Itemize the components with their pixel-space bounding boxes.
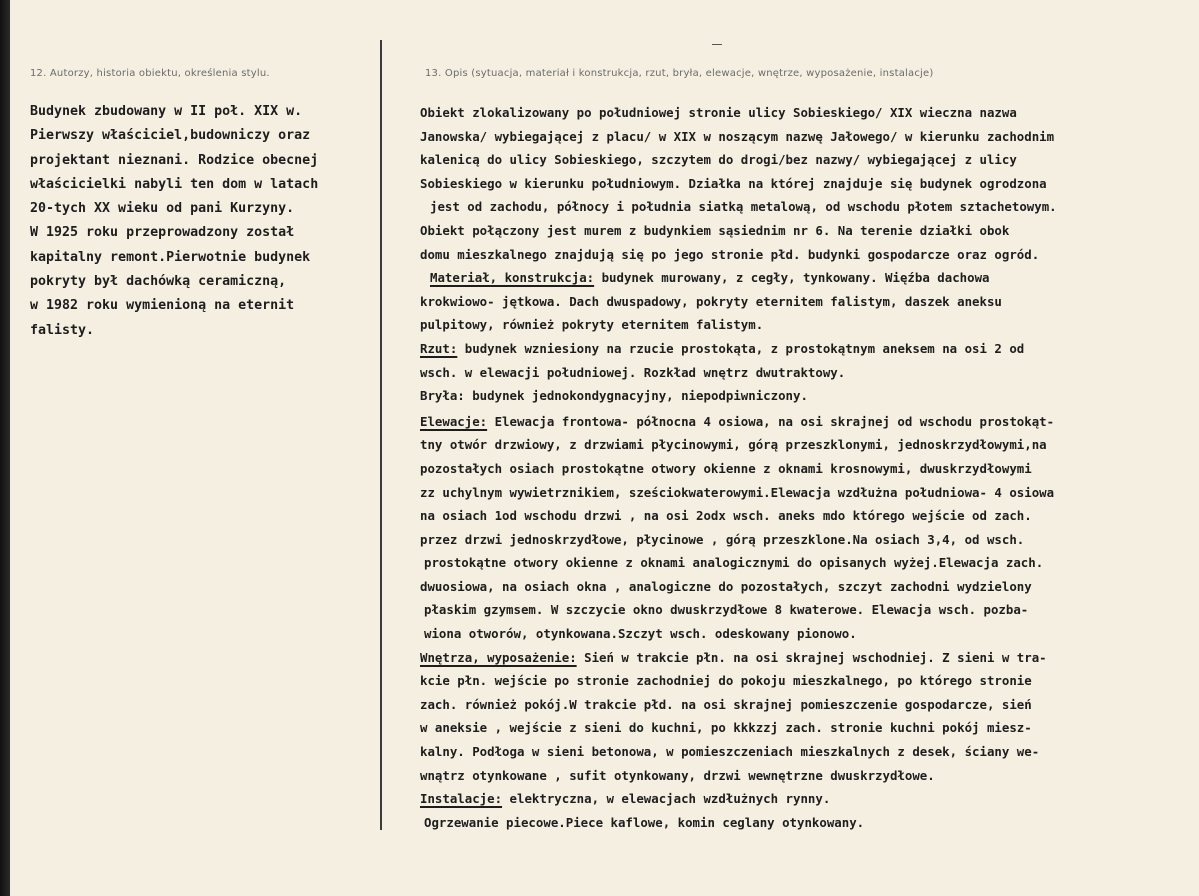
history-line: W 1925 roku przeprowadzony został: [30, 225, 295, 241]
elevation-line: wiona otworów, otynkowana.Szczyt wsch. odeskowany pionowo.: [424, 626, 857, 642]
description-column: [420, 101, 1190, 834]
plan-heading: Rzut:: [420, 340, 458, 356]
material-line: pulpitowy, również pokryty eternitem falistym.: [420, 317, 764, 333]
mass-text: budynek jednokondygnacyjny, niepodpiwniczony.: [464, 388, 808, 404]
mass-heading: Bryła:: [420, 388, 465, 404]
history-line: 20-tych XX wieku od pani Kurzyny.: [30, 201, 295, 217]
column-divider: [380, 40, 382, 830]
history-line: kapitalny remont.Pierwotnie budynek: [30, 249, 311, 265]
section-header-authors: 12. Autorzy, historia obiektu, określenia stylu.: [30, 68, 270, 79]
elevation-text: Elewacja frontowa- północna 4 osiowa, na osi skrajnej od wschodu prostokąt-: [487, 413, 1055, 429]
situation-line: domu mieszkalnego znajdują się po jego stronie płd. budynki gospodarcze oraz ogród.: [420, 246, 1040, 262]
elevation-line: tny otwór drzwiowy, z drzwiami płycinowymi, górą przeszklonymi, jednoskrzydłowymi,na: [420, 437, 1047, 453]
mass-line: [420, 384, 1190, 408]
interior-heading: Wnętrza, wyposażenie:: [420, 649, 577, 665]
interior-text: Sień w trakcie płn. na osi skrajnej wschodniej. Z sieni w tra-: [576, 649, 1047, 665]
elevation-line: [420, 410, 1190, 434]
plan-line: wsch. w elewacji południowej. Rozkład wnętrz dwutraktowy.: [420, 364, 846, 380]
elevation-line: na osiach 1od wschodu drzwi , na osi 2odx wsch. aneks mdo którego wejście od zach.: [420, 508, 1032, 524]
history-column: [30, 100, 370, 343]
material-line: krokwiowo- jętkowa. Dach dwuspadowy, pokryty eternitem falistym, daszek aneksu: [420, 293, 1002, 309]
interior-line: [420, 646, 1190, 670]
material-line: [420, 266, 1190, 290]
history-line: Pierwszy właściciel,budowniczy oraz: [30, 128, 311, 144]
situation-line: Janowska/ wybiegającej z placu/ w XIX w noszącym nazwę Jałowego/ w kierunku zachodnim: [420, 128, 1055, 144]
elevation-line: prostokątne otwory okienne z oknami analogicznymi do opisanych wyżej.Elewacja zach.: [424, 555, 1044, 571]
history-line: pokryty był dachówką ceramiczną,: [30, 274, 287, 290]
situation-line: Sobieskiego w kierunku południowym. Działka na której znajduje się budynek ogrodzona: [420, 175, 1047, 191]
material-heading: Materiał, konstrukcja:: [430, 270, 595, 286]
page-mark: [712, 44, 722, 45]
installations-line: Ogrzewanie piecowe.Piece kaflowe, komin ceglany otynkowany.: [424, 814, 865, 830]
situation-line: Obiekt połączony jest murem z budynkiem sąsiednim nr 6. Na terenie działki obok: [420, 222, 1010, 238]
section-header-description: 13. Opis (sytuacja, materiał i konstrukcja, rzut, bryła, elewacje, wnętrze, wyposażenie, instalacje): [425, 68, 934, 79]
installations-heading: Instalacje:: [420, 791, 503, 807]
plan-line: [420, 337, 1190, 361]
history-line: Budynek zbudowany w II poł. XIX w.: [30, 104, 303, 119]
history-line: w 1982 roku wymienioną na eternit: [30, 298, 295, 314]
plan-text: budynek wzniesiony na rzucie prostokąta, z prostokątnym aneksem na osi 2 od: [457, 340, 1025, 356]
elevation-line: dwuosiowa, na osiach okna , analogiczne do pozostałych, szczyt zachodni wydzielony: [420, 578, 1032, 594]
elevation-line: zz uchylnym wywietrznikiem, sześciokwaterowymi.Elewacja wzdłużna południowa- 4 osiowa: [420, 484, 1055, 500]
installations-text: elektryczna, w elewacjach wzdłużnych rynny.: [502, 791, 831, 807]
interior-line: wnątrz otynkowane , sufit otynkowany, drzwi wewnętrzne dwuskrzydłowe.: [420, 767, 935, 783]
elevation-line: płaskim gzymsem. W szczycie okno dwuskrzydłowe 8 kwaterowe. Elewacja wsch. pozba-: [424, 602, 1029, 618]
interior-line: kcie płn. wejście po stronie zachodniej do pokoju mieszkalnego, po którego stronie: [420, 673, 1032, 689]
interior-line: zach. również pokój.W trakcie płd. na osi skrajnej pomieszczenie gospodarcze, sień: [420, 696, 1032, 712]
interior-line: w aneksie , wejście z sieni do kuchni, po kkkzzj zach. stronie kuchni pokój miesz-: [420, 720, 1032, 736]
interior-line: kalny. Podłoga w sieni betonowa, w pomieszczeniach mieszkalnych z desek, ściany we-: [420, 744, 1040, 760]
situation-line: kalenicą do ulicy Sobieskiego, szczytem do drogi/bez nazwy/ wybiegającej z ulicy: [420, 152, 1017, 168]
history-line: falisty.: [30, 322, 95, 338]
installations-line: [420, 787, 1190, 811]
elevation-heading: Elewacje:: [420, 413, 488, 429]
history-line: projektant nieznani. Rodzice obecnej: [30, 152, 319, 168]
situation-line: jest od zachodu, północy i południa siatką metalową, od wschodu płotem sztachetowym.: [430, 199, 1057, 215]
situation-line: Obiekt zlokalizowany po południowej stronie ulicy Sobieskiego/ XIX wieczna nazwa: [420, 105, 1017, 120]
elevation-line: przez drzwi jednoskrzydłowe, płycinowe , górą przeszklone.Na osiach 3,4, od wsch.: [420, 531, 1025, 547]
history-line: właścicielki nabyli ten dom w latach: [30, 176, 319, 192]
material-text: budynek murowany, z cegły, tynkowany. Więźba dachowa: [594, 270, 990, 286]
scan-edge: [0, 0, 10, 896]
elevation-line: pozostałych osiach prostokątne otwory okienne z oknami krosnowymi, dwuskrzydłowymi: [420, 460, 1032, 476]
